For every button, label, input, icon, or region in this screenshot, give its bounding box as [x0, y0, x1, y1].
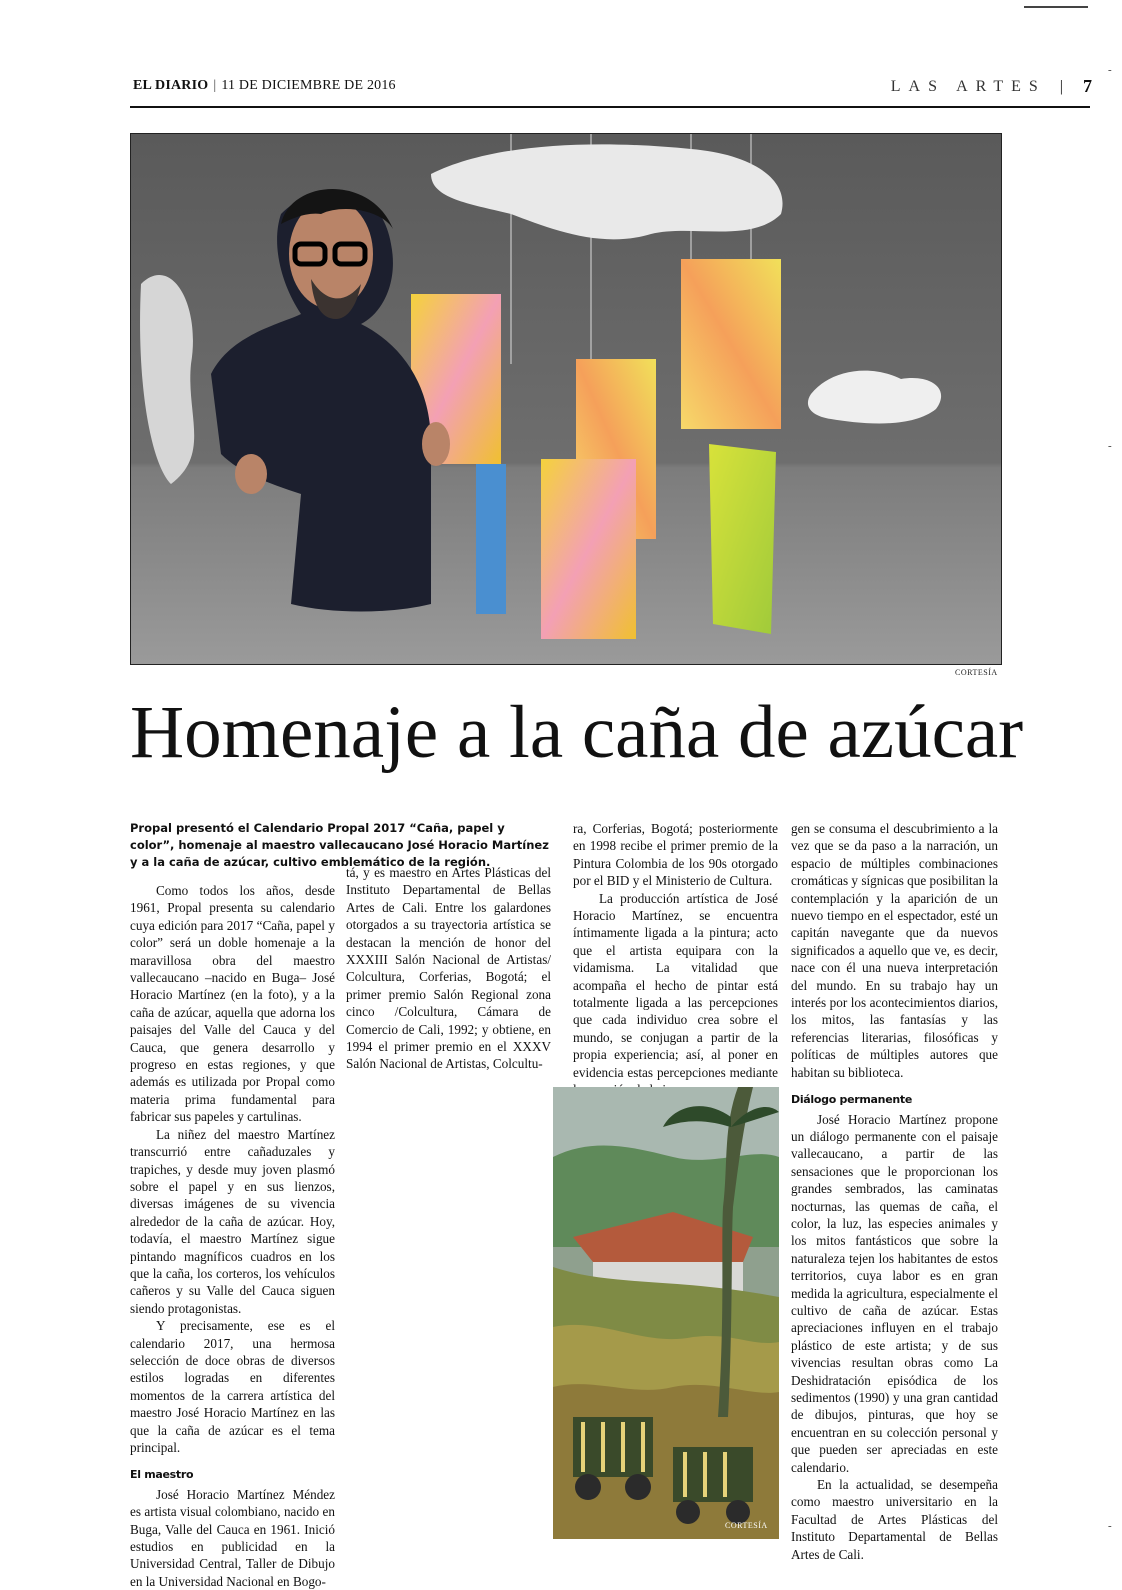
column-3 — [573, 820, 778, 1099]
painting-credit: CORTESÍA — [725, 1521, 768, 1530]
paragraph: José Horacio Martínez Méndez es artista visual colombiano, nacido en Buga, Valle del Cauca en 1961. Inició estudios en publicidad en la Universidad Central, Taller de Dibujo en la Universidad Nacional en Bogo- — [130, 1486, 335, 1589]
photo-credit: CORTESÍA — [955, 668, 998, 677]
section-name: LAS ARTES — [890, 77, 1046, 95]
top-corner-rule — [1024, 6, 1088, 8]
newspaper-name: EL DIARIO — [133, 78, 209, 93]
page-number: 7 — [1083, 76, 1092, 96]
paragraph: gen se consuma el descubrimiento a la vez que se da paso a la narración, un espacio de múltiples combinaciones cromáticas y sígnicas que posibilitan la contemplación y la aparición de un nuevo tiempo en el espectador, esté un capitán navegante que da nuevos significados a aquello que ve, es decir, nace con él una nueva interpretación del mundo. En su trabajo hay un interés por los acontecimientos diarios, los mitos, las fantasías y las referencias literarias, filosóficas y políticas de múltiples autores que habitan su biblioteca. — [791, 821, 998, 1080]
column-1 — [130, 882, 335, 1590]
paragraph: Como todos los años, desde 1961, Propal presenta su calendario cuya edición para 2017 “Caña, papel y color” será un doble homenaje a la maravillosa obra del maestro vallecaucano –nacido en Buga– José Horacio Martínez (en la foto), y a la caña de azúcar, aquella que adorna los paisajes del Valle del Cauca y del Cauca, que genera desarrollo y progreso en estas regiones, y que además es utilizada por Propal como materia prima fundamental para fabricar sus papeles y cartulinas. — [130, 883, 335, 1125]
headline: Homenaje a la caña de azúcar — [130, 691, 1024, 774]
issue-date: 11 DE DICIEMBRE DE 2016 — [221, 78, 396, 93]
paragraph: Y precisamente, ese es el calendario 2017, una hermosa selección de doce obras de diversos estilos logradas en diferentes momentos de la carrera artística del maestro José Horacio Martínez en las que la caña de azúcar es el tema principal. — [130, 1318, 335, 1455]
landscape-painting — [553, 1087, 779, 1539]
paragraph: La niñez del maestro Martínez transcurrió entre cañaduzales y trapiches, y desde muy joven plasmó sobre el papel y en sus lienzos, diversas imágenes de su vivencia alrededor de la caña de azúcar. Hoy, todavía, el maestro Martínez sigue pintando magníficos cuadros en los que la caña, los corteros, los vehículos cañeros y su Valle del Cauca siguen siendo protagonistas. — [130, 1126, 335, 1316]
margin-mark: - — [1108, 440, 1112, 452]
paragraph: tá, y es maestro en Artes Plásticas del Instituto Departamental de Bellas Artes de Cali. Entre los galardones otorgados a su trayectoria artística se destacan la mención de honor del XXXIII Salón Nacional de Artistas/ Colcultura, Corferias, Bogotá; el primer premio Salón Regional zona cinco /Colcultura, Cámara de Comercio de Cali, 1992; y obtiene, en 1994 el primer premio en el XXXV Salón Nacional de Artistas, Colcultu- — [346, 865, 551, 1072]
masthead-divider: | — [1059, 77, 1063, 95]
margin-mark: - — [1108, 64, 1112, 76]
masthead-rule — [130, 106, 1090, 108]
column-2 — [346, 864, 551, 1073]
artist-gallery-illustration — [131, 134, 1001, 664]
masthead-left — [133, 78, 396, 94]
column-4 — [791, 820, 998, 1563]
deck: Propal presentó el Calendario Propal 2017 “Caña, papel y color”, homenaje al maestro vallecaucano José Horacio Martínez y a la caña de azúcar, cultivo emblemático de la región. — [130, 821, 549, 869]
artist-photo — [130, 133, 1002, 665]
paragraph: ra, Corferias, Bogotá; posteriormente en 1998 recibe el primer premio de la Pintura Colombia de los 90s otorgado por el BID y el Ministerio de Cultura. — [573, 821, 778, 889]
margin-mark: - — [1108, 1520, 1112, 1532]
masthead-separator: | — [213, 78, 217, 93]
paragraph: En la actualidad, se desempeña como maestro universitario en la Facultad de Artes Plásticas del Instituto Departamental de Bellas Artes de Cali. — [791, 1477, 998, 1562]
subheading-dialogo-permanente: Diálogo permanente — [791, 1093, 912, 1107]
paragraph: La producción artística de José Horacio Martínez, se encuentra íntimamente ligada a la pintura; acto que el artista equipara con la vidamisma. La vitalidad que acompaña el hecho de pintar está totalmente ligada a las percepciones que cada individuo crea sobre el mundo, se conjugan a partir de la propia experiencia; así, al poner en evidencia estas percepciones mediante — [573, 890, 778, 1080]
subheading-el-maestro: El maestro — [130, 1468, 194, 1482]
paragraph: José Horacio Martínez propone un diálogo permanente con el paisaje vallecaucano, a partir de las sensaciones que le proporcionan los grandes sembrados, las caminatas nocturnas, las quemas de caña, el color, la luz, las especies animales y los mitos fantásticos que sobre la naturaleza tejen los habitantes de estos territorios, cuya labor es en gran medida la agricultura, especialmente el cultivo de caña de azúcar. Estas apreciaciones influyen en el trabajo plástico de este artista; y de sus vivencias resultan obras como La Deshidratación episódica de los sedimentos (1990) y una gran cantidad de dibujos, pinturas, que hoy se encuentran en su colección personal y que pueden ser apreciadas en este calendario. — [791, 1111, 998, 1475]
sugarcane-landscape-illustration — [553, 1087, 779, 1539]
masthead-right — [891, 76, 1092, 97]
